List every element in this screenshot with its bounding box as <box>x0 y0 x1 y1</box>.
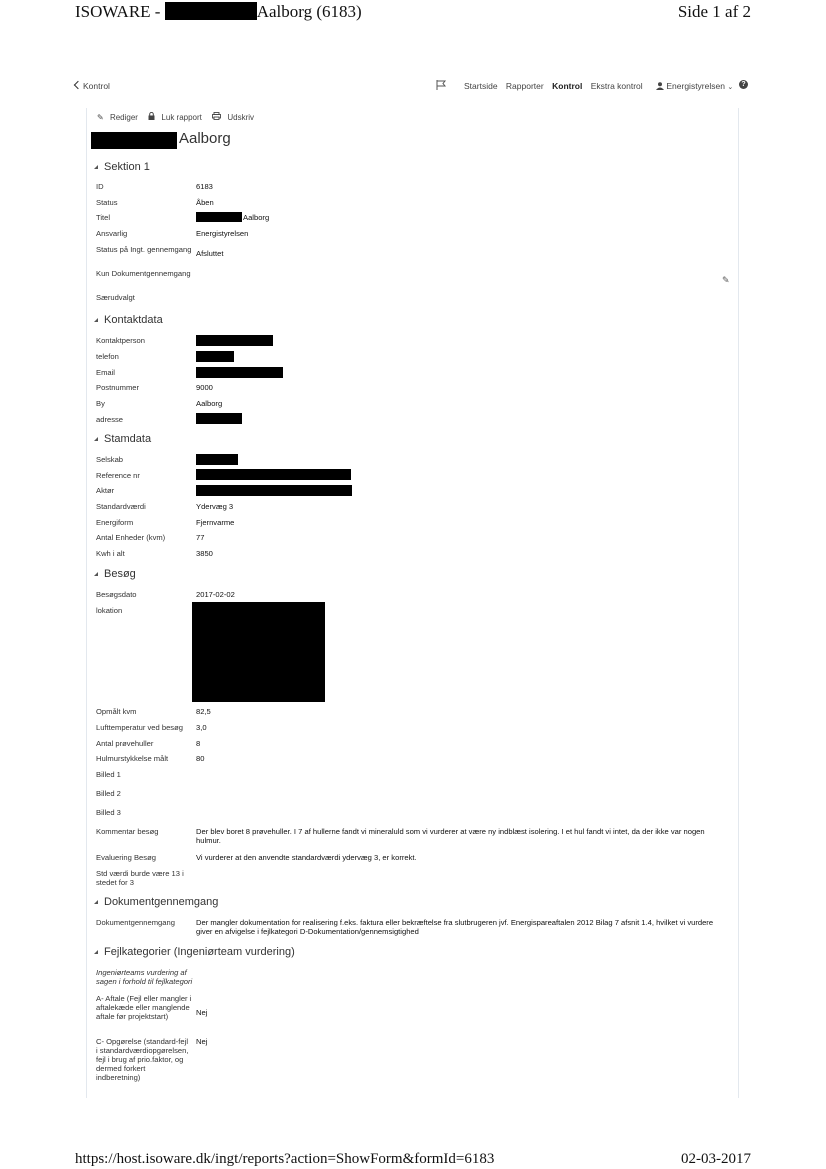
field-label-standardvaerdi: Standardværdi <box>96 502 146 511</box>
close-report-button[interactable] <box>148 113 206 122</box>
edit-button[interactable] <box>97 113 142 122</box>
section-header-besog[interactable] <box>94 568 136 580</box>
menu-item-rapporter[interactable]: Rapporter <box>505 81 544 91</box>
back-link-label: Kontrol <box>83 81 110 91</box>
field-label-selskab: Selskab <box>96 455 124 464</box>
menu-item-ekstra-kontrol[interactable]: Ekstra kontrol <box>590 81 643 91</box>
location-map-redacted <box>192 602 325 702</box>
fejlkategori-intro: Ingeniørteams vurdering af sagen i forhold til fejlkategori <box>96 968 193 986</box>
edit-label: Rediger <box>109 113 138 122</box>
field-value-ansvarlig: Energistyrelsen <box>196 229 249 238</box>
field-label-reference-nr: Reference nr <box>96 471 140 480</box>
field-label-status-ingt: Status på Ingt. gennemgang <box>96 245 192 254</box>
field-label-ansvarlig: Ansvarlig <box>96 229 128 238</box>
print-footer-date: 02-03-2017 <box>681 1151 751 1167</box>
field-label-email: Email <box>96 368 115 377</box>
collapse-triangle-icon <box>94 572 98 576</box>
field-label-billed-3: Billed 3 <box>96 808 121 817</box>
edit-icon: ✎ <box>97 113 104 122</box>
print-footer-url: https://host.isoware.dk/ingt/reports?action=ShowForm&formId=6183 <box>75 1151 495 1167</box>
collapse-triangle-icon <box>94 950 98 954</box>
chevron-left-icon <box>74 81 82 89</box>
redacted-block <box>165 2 257 20</box>
field-value-postnummer: 9000 <box>196 383 213 392</box>
flag-icon[interactable] <box>436 80 447 92</box>
section-title: Besøg <box>104 568 136 580</box>
main-menu <box>464 81 649 91</box>
field-label-aktor: Aktør <box>96 486 115 495</box>
collapse-triangle-icon <box>94 900 98 904</box>
field-label-kwh-i-alt: Kwh i alt <box>96 549 125 558</box>
field-label-energiform: Energiform <box>96 518 134 527</box>
field-value-c-opgorelse: Nej <box>196 1037 208 1046</box>
field-label-kontaktperson: Kontaktperson <box>96 336 145 345</box>
back-link[interactable] <box>75 81 110 91</box>
field-label-adresse: adresse <box>96 415 124 424</box>
field-label-a-aftale: A- Aftale (Fejl eller mangler i aftalekæde eller manglende aftale før projektstart) <box>96 994 192 1021</box>
field-value-status: Åben <box>196 198 214 207</box>
menu-item-startside[interactable]: Startside <box>464 81 498 91</box>
field-value-evaluering-besog: Vi vurderer at den anvendte standardværdi ydervæg 3, er korrekt. <box>196 853 417 862</box>
top-nav <box>75 78 751 94</box>
field-label-dokumentgennemgang: Dokumentgennemgang <box>96 918 175 927</box>
report-toolbar <box>97 112 262 122</box>
print-header-title <box>75 2 362 22</box>
print-icon <box>212 113 223 122</box>
section-title: Dokumentgennemgang <box>104 896 219 908</box>
field-label-telefon: telefon <box>96 352 119 361</box>
print-footer <box>75 1151 751 1169</box>
field-label-saerudvalgt: Særudvalgt <box>96 293 135 302</box>
print-button[interactable] <box>212 113 258 122</box>
help-icon[interactable]: ? <box>739 80 748 89</box>
collapse-triangle-icon <box>94 165 98 169</box>
section-title: Kontaktdata <box>104 314 163 326</box>
field-value-antal-enheder: 77 <box>196 533 205 542</box>
field-label-postnummer: Postnummer <box>96 383 140 392</box>
collapse-triangle-icon <box>94 318 98 322</box>
field-label-billed-1: Billed 1 <box>96 770 121 779</box>
field-value-a-aftale: Nej <box>196 1008 208 1017</box>
redacted-block <box>196 212 242 222</box>
field-label-kommentar-besog: Kommentar besøg <box>96 827 159 836</box>
field-label-antal-provehuller: Antal prøvehuller <box>96 739 154 748</box>
field-label-id: ID <box>96 182 104 191</box>
redacted-block <box>196 413 242 424</box>
field-label-billed-2: Billed 2 <box>96 789 121 798</box>
print-header-prefix: ISOWARE - <box>75 2 161 21</box>
collapse-triangle-icon <box>94 437 98 441</box>
chevron-down-icon: ⌄ <box>727 84 734 91</box>
section-header-kontaktdata[interactable] <box>94 314 163 326</box>
field-label-lokation: lokation <box>96 606 123 615</box>
field-value-lufttemperatur: 3,0 <box>196 723 207 732</box>
field-label-antal-enheder: Antal Enheder (kvm) <box>96 533 166 542</box>
pencil-icon[interactable]: ✎ <box>722 275 730 285</box>
print-header <box>75 2 751 26</box>
redacted-block <box>196 485 352 496</box>
field-label-besogsdato: Besøgsdato <box>96 590 137 599</box>
field-value-id: 6183 <box>196 182 213 191</box>
field-label-by: By <box>96 399 105 408</box>
redacted-block <box>196 351 234 362</box>
redacted-block <box>196 367 283 378</box>
menu-item-kontrol[interactable]: Kontrol <box>552 81 583 91</box>
user-menu[interactable] <box>656 81 733 91</box>
field-value-antal-provehuller: 8 <box>196 739 201 748</box>
page-number: Side 1 af 2 <box>677 2 751 21</box>
section-title: Stamdata <box>104 433 152 445</box>
field-label-hulmurstykkelse: Hulmurstykkelse målt <box>96 754 169 763</box>
user-name: Energistyrelsen <box>666 81 725 91</box>
print-label: Udskriv <box>227 113 255 122</box>
print-header-suffix: Aalborg (6183) <box>256 2 362 21</box>
user-icon <box>656 82 664 90</box>
redacted-block <box>196 335 273 346</box>
section-title: Fejlkategorier (Ingeniørteam vurdering) <box>104 946 295 958</box>
field-value-standardvaerdi: Ydervæg 3 <box>196 502 234 511</box>
field-value-kwh-i-alt: 3850 <box>196 549 213 558</box>
field-label-titel: Titel <box>96 213 111 222</box>
field-label-status: Status <box>96 198 118 207</box>
field-label-std-vaerdi: Std værdi burde være 13 i stedet for 3 <box>96 869 184 887</box>
close-report-label: Luk rapport <box>161 113 202 122</box>
field-value-kommentar-besog: Der blev boret 8 prøvehuller. I 7 af hullerne fandt vi mineraluld som vi vurderer at være ny indblæst isolering. I et hul fandt vi intet, da der ikke var nogen hulmur. <box>196 827 705 845</box>
field-value-status-ingt: Afsluttet <box>196 249 224 258</box>
report-panel <box>86 108 739 1098</box>
field-value-dokumentgennemgang: Der mangler dokumentation for realisering f.eks. faktura eller bekræftelse fra slutbrugeren jvf. Energispareaftalen 2012 Bilag 7 afsnit 1.4, hvilket vi vurdere giver en afvigelse i fejlkategori D-Dokumentation/gennemsigtighed <box>196 918 714 936</box>
field-value-energiform: Fjernvarme <box>196 518 235 527</box>
field-label-lufttemperatur: Lufttemperatur ved besøg <box>96 723 183 732</box>
report-title-text: Aalborg <box>179 130 231 147</box>
section-header-fejlkategorier[interactable] <box>94 946 295 958</box>
redacted-block <box>196 469 351 480</box>
field-value-hulmurstykkelse: 80 <box>196 754 205 763</box>
field-label-opmalt-kvm: Opmålt kvm <box>96 707 137 716</box>
section-title: Sektion 1 <box>104 161 150 173</box>
field-value-besogsdato: 2017-02-02 <box>196 590 235 599</box>
redacted-block <box>196 454 238 465</box>
section-header-stamdata[interactable] <box>94 433 151 445</box>
redacted-block <box>91 132 177 149</box>
section-header-sektion-1[interactable] <box>94 161 150 173</box>
field-label-c-opgorelse: C- Opgørelse (standard-fejl i standardværdiopgørelsen, fejl i brug af prio.faktor, og dermed forkert indberetning) <box>96 1037 189 1082</box>
field-value-opmalt-kvm: 82,5 <box>196 707 211 716</box>
section-header-dokumentgennemgang[interactable] <box>94 896 218 908</box>
lock-icon <box>148 113 157 122</box>
field-value-by: Aalborg <box>196 399 223 408</box>
field-value-titel: Aalborg <box>243 213 270 222</box>
field-label-evaluering-besog: Evaluering Besøg <box>96 853 156 862</box>
field-label-kun-dokumentgennemgang: Kun Dokumentgennemgang <box>96 269 191 278</box>
